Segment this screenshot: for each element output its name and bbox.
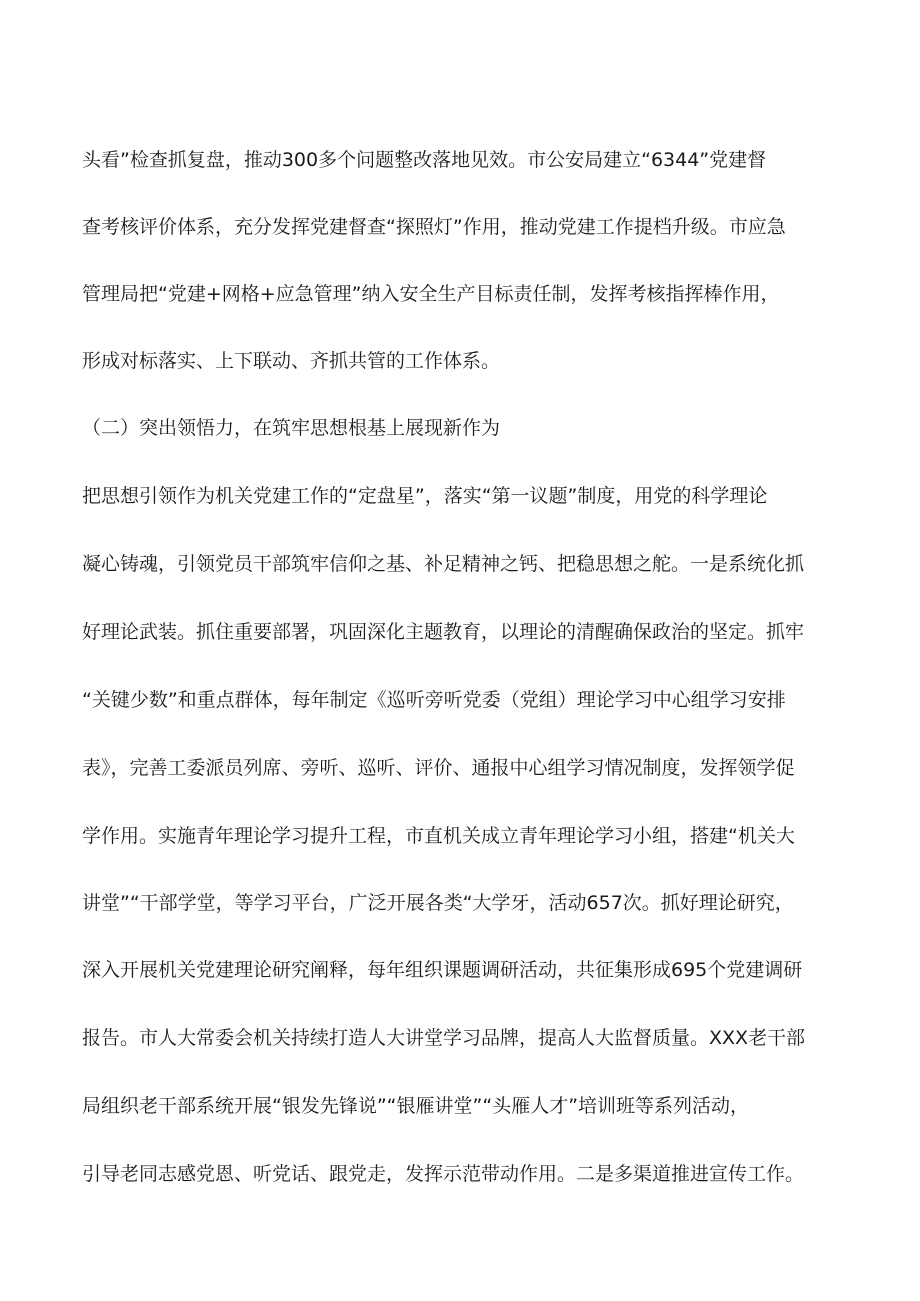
text-line: 深入开展机关党建理论研究阐释，每年组织课题调研活动，共征集形成695个党建调研: [82, 959, 803, 981]
text-line: “关键少数”和重点群体，每年制定《巡听旁听党委（党组）理论学习中心组学习安排: [82, 689, 786, 711]
text-line: 好理论武装。抓住重要部署，巩固深化主题教育，以理论的清醒确保政治的坚定。抓牢: [82, 621, 805, 643]
text-line: 查考核评价体系，充分发挥党建督查“探照灯”作用，推动党建工作提档升级。市应急: [82, 216, 786, 238]
section-heading: （二）突出领悟力，在筑牢思想根基上展现新作为: [82, 417, 501, 439]
text-line: 把思想引领作为机关党建工作的“定盘星”，落实“第一议题”制度，用党的科学理论: [82, 485, 768, 507]
text-line: 凝心铸魂，引领党员干部筑牢信仰之基、补足精神之钙、把稳思想之舵。一是系统化抓: [82, 553, 805, 575]
text-line: 讲堂”“干部学堂，等学习平台，广泛开展各类“大学牙，活动657次。抓好理论研究，: [82, 892, 794, 914]
text-line: 管理局把“党建+网格+应急管理”纳入安全生产目标责任制，发挥考核指挥棒作用，: [82, 283, 780, 305]
text-line: 引导老同志感党恩、听党话、跟党走，发挥示范带动作用。二是多渠道推进宣传工作。: [82, 1163, 805, 1185]
text-line: 头看”检查抓复盘，推动300多个问题整改落地见效。市公安局建立“6344”党建督: [82, 149, 767, 171]
text-line: 局组织老干部系统开展“银发先锋说”“银雁讲堂”“头雁人才”培训班等系列活动，: [82, 1095, 750, 1117]
text-line: 学作用。实施青年理论学习提升工程，市直机关成立青年理论学习小组，搭建“机关大: [82, 825, 795, 847]
text-line: 形成对标落实、上下联动、齐抓共管的工作体系。: [82, 350, 501, 372]
text-line: 报告。市人大常委会机关持续打造人大讲堂学习品牌，提高人大监督质量。XXX老干部: [82, 1027, 806, 1049]
text-line: 表》，完善工委派员列席、旁听、巡听、评价、通报中心组学习情况制度，发挥领学促: [82, 757, 795, 779]
